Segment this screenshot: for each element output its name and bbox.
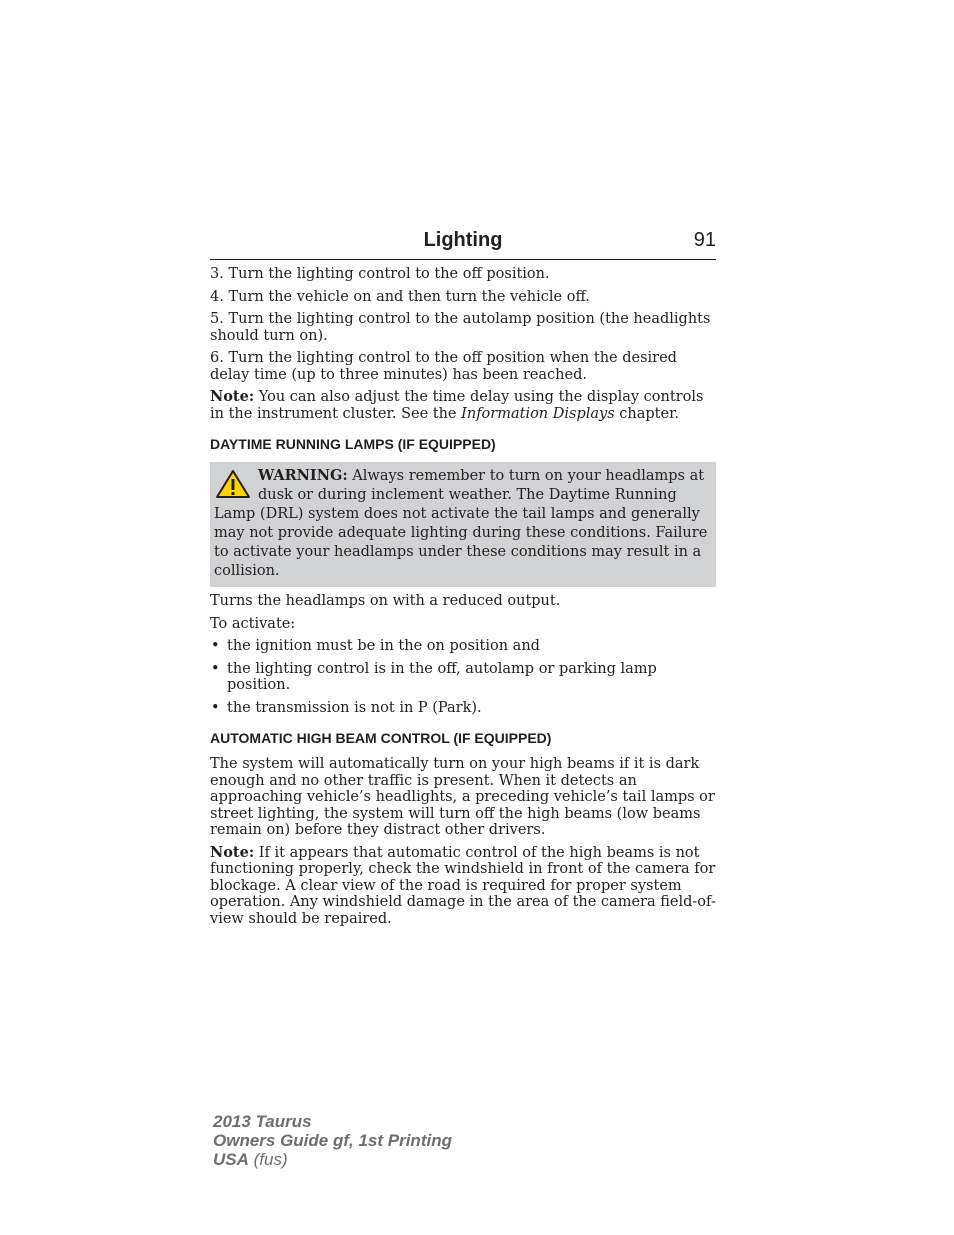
- ahb-heading: AUTOMATIC HIGH BEAM CONTROL (IF EQUIPPED): [210, 730, 552, 746]
- list-item: • the transmission is not in P (Park).: [211, 699, 482, 716]
- chapter-title: Lighting: [423, 229, 503, 251]
- ahb-description: The system will automatically turn on your high beams if it is dark enough and no other traffic is present. When it detects an approaching vehicle’s headlights, a preceding vehicle’s tail lamps or street lighting, the system will turn off the high beams (low beams remain on) before they distract other drivers.: [210, 756, 715, 838]
- list-item: • the ignition must be in the on position and: [211, 638, 540, 654]
- step-5: 5. Turn the lighting control to the autolamp position (the headlights should turn on).: [210, 311, 711, 344]
- step-6: 6. Turn the lighting control to the off position when the desired delay time (up to three minutes) has been reached.: [210, 350, 677, 383]
- note-text: You can also adjust the time delay using the display controls in the instrument cluster. See the: [210, 389, 704, 422]
- step-3: 3. Turn the lighting control to the off position.: [210, 266, 550, 282]
- note-label: Note:: [210, 843, 255, 861]
- footer-guide: Owners Guide gf, 1st Printing: [213, 1131, 452, 1150]
- note-text-end: chapter.: [614, 405, 680, 422]
- drl-conditions-list: [210, 638, 716, 716]
- page-footer: [213, 1112, 452, 1169]
- step-4: 4. Turn the vehicle on and then turn the vehicle off.: [210, 288, 590, 305]
- ahb-note: [210, 845, 716, 928]
- warning-box: [210, 462, 716, 587]
- note-label: Note:: [210, 388, 255, 405]
- footer-market: USA (fus): [213, 1150, 288, 1169]
- note-time-delay: [210, 389, 716, 422]
- page-header: [210, 229, 716, 260]
- footer-model: 2013 Taurus: [213, 1112, 312, 1131]
- list-item: • the lighting control is in the off, autolamp or parking lamp position.: [211, 660, 657, 693]
- chapter-reference: Information Displays: [461, 405, 615, 422]
- warning-text: Always remember to turn on your headlamps at dusk or during inclement weather. The Daytime Running Lamp (DRL) system does not activate the tail lamps and generally may not provide adequate lighting during these conditions. Failure to activate your headlamps under these conditions may result in a collision.: [214, 468, 708, 579]
- warning-triangle-icon: [214, 468, 252, 500]
- drl-to-activate: To activate:: [210, 615, 296, 632]
- drl-intro: Turns the headlamps on with a reduced output.: [210, 593, 561, 609]
- page-number: 91: [693, 229, 716, 251]
- warning-label: WARNING:: [258, 467, 348, 484]
- page-content: [210, 266, 716, 933]
- note-text: If it appears that automatic control of the high beams is not functioning properly, check the windshield in front of the camera for blockage. A clear view of the road is required for proper system operation. Any windshield damage in the area of the camera field-of-view should be repaired.: [210, 844, 716, 927]
- drl-heading: DAYTIME RUNNING LAMPS (IF EQUIPPED): [210, 436, 496, 452]
